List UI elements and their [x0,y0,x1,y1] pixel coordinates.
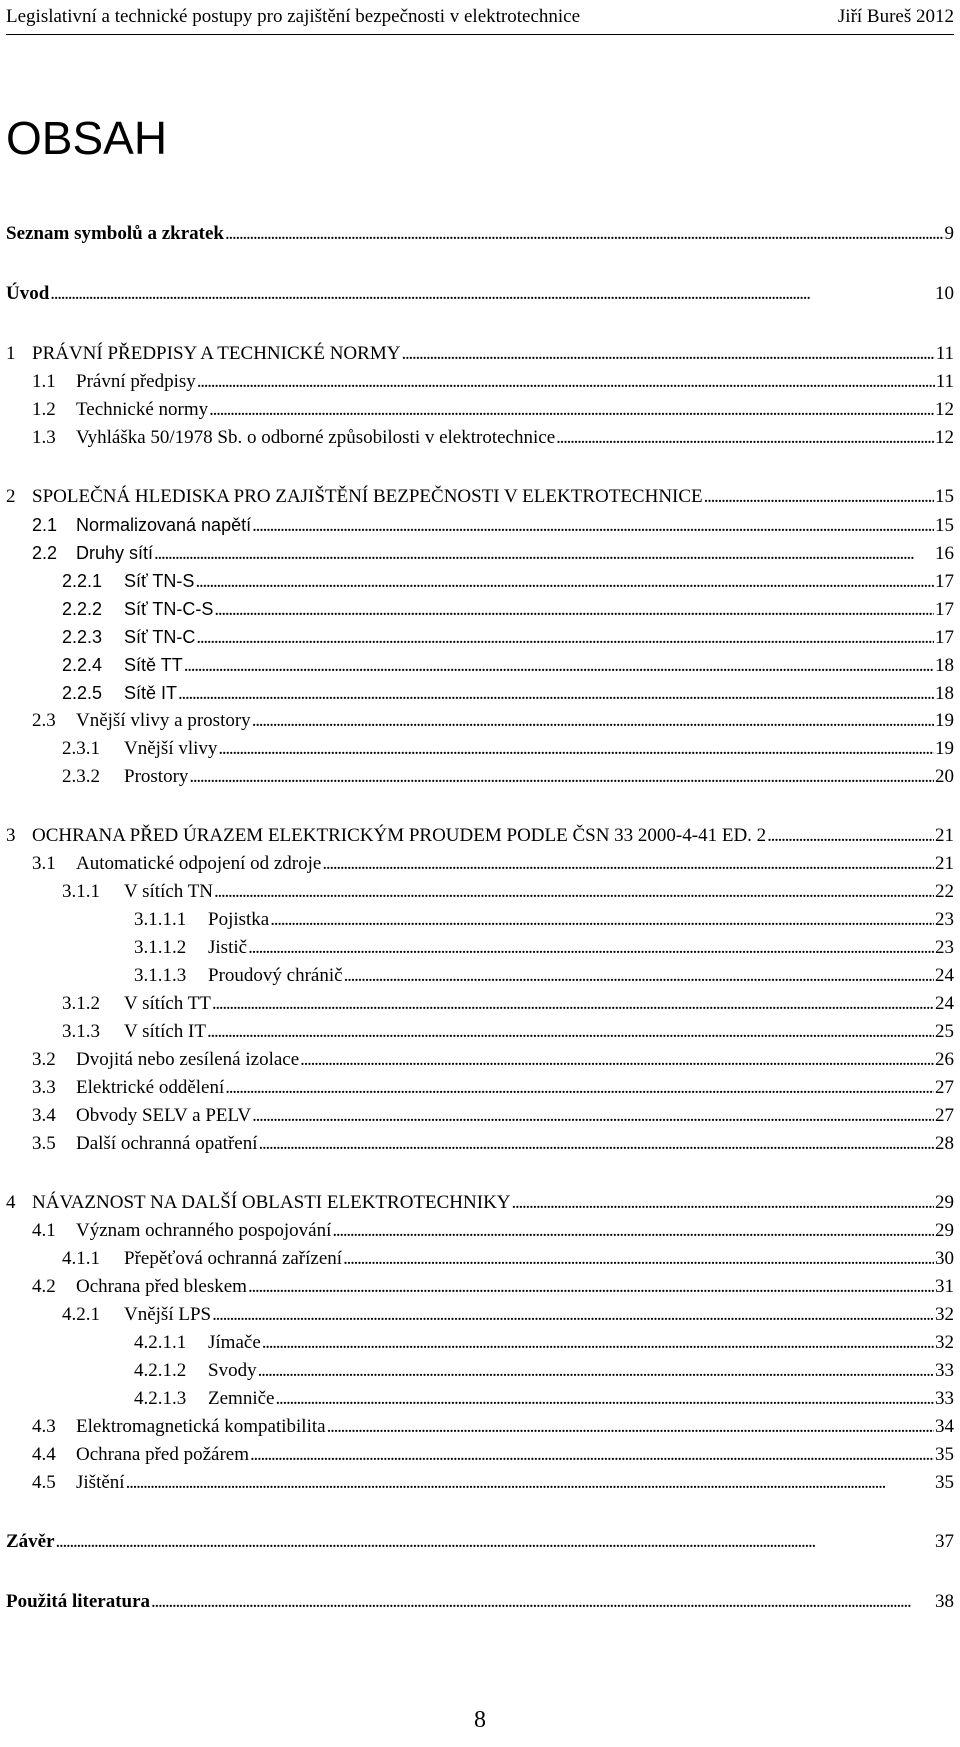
toc-entry-text: Vnější vlivy [124,738,218,759]
toc-entry-page: 22 [935,881,954,902]
toc-leader [209,398,934,422]
toc-leader [767,824,934,848]
toc-leader [197,370,935,394]
toc-entry-section[interactable] [6,426,954,450]
toc-entry-text: Elektromagnetická kompatibilita [76,1416,326,1437]
toc-leader [327,1415,934,1439]
toc-entry-subsubsection[interactable] [6,1359,954,1383]
toc-entry-text: V sítích TT [124,993,211,1014]
toc-entry-number: 2.2.3 [62,627,103,647]
toc-entry-text: Svody [208,1360,257,1381]
toc-entry-number: 1.2 [32,399,56,420]
toc-entry-text: NÁVAZNOST NA DALŠÍ OBLASTI ELEKTROTECHNIKY [32,1192,511,1213]
toc-entry-text: V sítích TN [124,881,214,902]
header-author-year: Jiří Bureš 2012 [837,6,954,27]
toc-leader [258,1132,934,1156]
toc-entry-section[interactable] [6,1443,954,1467]
toc-entry-number: 3.5 [32,1133,56,1154]
toc-leader [212,992,934,1016]
toc-entry-text: Sítě TT [124,655,183,675]
toc-entry-page: 23 [935,937,954,958]
toc-entry-page: 34 [935,1416,954,1437]
toc-entry-subsection[interactable] [6,569,954,593]
toc-entry-number: 2.2 [32,543,58,563]
toc-entry-text: Síť TN-C-S [124,599,214,619]
toc-leader [50,282,934,306]
toc-entry-number: 2.2.2 [62,599,103,619]
toc-entry-number: 2.2.5 [62,683,103,703]
toc-entry-chapter-4[interactable] [6,1191,954,1215]
toc-entry-number: 4.3 [32,1416,56,1437]
toc-entry-text: Ochrana před požárem [76,1444,250,1465]
toc-leader [343,1247,934,1271]
toc-entry-text: Síť TN-S [124,571,195,591]
toc-entry-text: Jištění [76,1472,125,1493]
toc-entry-number: 4.4 [32,1444,56,1465]
toc-entry-subsection[interactable] [6,681,954,705]
toc-leader [252,709,934,733]
toc-entry-text: Druhy sítí [76,543,154,563]
toc-entry-section[interactable] [6,709,954,733]
toc-leader [704,485,934,509]
toc-entry-page: 33 [935,1388,954,1409]
toc-entry-chapter-2[interactable] [6,485,954,509]
toc-leader [207,1020,934,1044]
toc-entry-page: 29 [935,1192,954,1213]
toc-leader [556,426,934,450]
toc-entry-chapter-1[interactable] [6,342,954,366]
toc-entry-number: 3.3 [32,1077,56,1098]
toc-entry-page: 33 [935,1360,954,1381]
toc-entry-text: Vyhláška 50/1978 Sb. o odborné způsobilosti v elektrotechnice [76,427,556,448]
page-number: 8 [474,1707,486,1733]
toc-entry-subsection[interactable] [6,737,954,761]
toc-entry-number: 3.1 [32,853,56,874]
toc-entry-text: Seznam symbolů a zkratek [6,223,224,244]
toc-entry-page: 19 [935,710,954,731]
toc-entry-number: 2.1 [32,515,58,535]
toc-entry-number: 1.1 [32,371,56,392]
toc-leader [151,1590,934,1614]
toc-entry-text: Technické normy [76,399,209,420]
toc-entry-page: 19 [935,738,954,759]
toc-entry-page: 24 [935,993,954,1014]
toc-entry-page: 12 [935,427,954,448]
toc-leader [214,598,934,622]
toc-entry-page: 11 [935,343,954,364]
page-title: OBSAH [6,112,168,164]
toc-entry-page: 17 [935,627,954,648]
toc-entry-subsection[interactable] [6,880,954,904]
toc-entry-text: Jímače [208,1332,261,1353]
toc-leader [262,1331,934,1355]
toc-entry-text: Ochrana před bleskem [76,1276,247,1297]
toc-entry-conclusion[interactable] [6,1530,954,1554]
toc-leader [154,542,934,566]
toc-entry-symbols[interactable] [6,222,954,246]
toc-entry-subsection[interactable] [6,625,954,649]
toc-entry-text: Přepěťová ochranná zařízení [124,1248,343,1269]
toc-leader [126,1471,934,1495]
toc-entry-page: 28 [935,1133,954,1154]
toc-entry-number: 2.2.1 [62,571,103,591]
toc-leader [300,1048,934,1072]
toc-entry-text: Obvody SELV a PELV [76,1105,252,1126]
toc-entry-page: 23 [935,909,954,930]
toc-entry-section[interactable] [6,398,954,422]
toc-leader [258,1359,934,1383]
toc-entry-page: 38 [935,1591,954,1612]
toc-entry-text: Význam ochranného pospojování [76,1220,332,1241]
toc-entry-text: Sítě IT [124,683,178,703]
toc-entry-subsection[interactable] [6,1020,954,1044]
toc-entry-text: Elektrické oddělení [76,1077,225,1098]
toc-entry-section[interactable] [6,1219,954,1243]
toc-entry-number: 3.4 [32,1105,56,1126]
toc-entry-text: Zemniče [208,1388,275,1409]
toc-entry-section[interactable] [6,1104,954,1128]
toc-leader [56,1530,934,1554]
toc-entry-number: 4.2.1.1 [134,1332,187,1353]
toc-entry-number: 3.1.2 [62,993,100,1014]
toc-entry-section[interactable] [6,1415,954,1439]
toc-entry-page: 20 [935,766,954,787]
toc-entry-page: 32 [935,1332,954,1353]
toc-entry-text: SPOLEČNÁ HLEDISKA PRO ZAJIŠTĚNÍ BEZPEČNOSTI V ELEKTROTECHNICE [32,486,703,507]
toc-entry-section[interactable] [6,513,954,537]
toc-entry-subsection[interactable] [6,992,954,1016]
toc-entry-subsubsection[interactable] [6,908,954,932]
toc-leader [218,737,934,761]
toc-entry-section[interactable] [6,1471,954,1495]
toc-leader [401,342,934,366]
toc-entry-subsubsection[interactable] [6,1387,954,1411]
toc-leader [178,682,934,706]
toc-leader [250,1443,934,1467]
toc-entry-page: 10 [935,283,954,304]
toc-entry-number: 3.2 [32,1049,56,1070]
toc-leader [225,1076,934,1100]
toc-entry-number: 4.2.1 [62,1304,100,1325]
toc-entry-text: Závěr [6,1531,55,1552]
toc-entry-subsubsection[interactable] [6,964,954,988]
toc-entry-text: OCHRANA PŘED ÚRAZEM ELEKTRICKÝM PROUDEM PODLE ČSN 33 2000-4-41 ED. 2 [32,825,767,846]
toc-entry-number: 4.2 [32,1276,56,1297]
toc-entry-number: 1.3 [32,427,56,448]
toc-leader [332,1219,934,1243]
toc-entry-text: Vnější vlivy a prostory [76,710,251,731]
toc-leader [225,222,944,246]
header-title: Legislativní a technické postupy pro zajištění bezpečnosti v elektrotechnice [6,6,581,27]
toc-entry-text: Použitá literatura [6,1591,151,1612]
toc-leader [248,936,934,960]
toc-entry-page: 17 [935,571,954,592]
toc-leader [189,765,934,789]
toc-leader [195,570,934,594]
toc-entry-page: 37 [935,1531,954,1552]
toc-entry-text: Proudový chránič [208,965,343,986]
toc-entry-page: 21 [935,853,954,874]
toc-entry-page: 32 [935,1304,954,1325]
toc-entry-text: Pojistka [208,909,270,930]
toc-leader [214,880,934,904]
toc-entry-section[interactable] [6,852,954,876]
toc-entry-section[interactable] [6,541,954,565]
toc-entry-page: 21 [935,825,954,846]
toc-entry-page: 11 [935,371,954,392]
toc-entry-page: 35 [935,1472,954,1493]
toc-entry-chapter-3[interactable] [6,824,954,848]
toc-entry-number: 3.1.1.1 [134,909,187,930]
toc-leader [196,626,934,650]
toc-entry-page: 35 [935,1444,954,1465]
toc-entry-text: Automatické odpojení od zdroje [76,853,322,874]
toc-entry-page: 30 [935,1248,954,1269]
toc-entry-section[interactable] [6,1048,954,1072]
toc-leader [512,1191,934,1215]
toc-entry-text: Úvod [6,283,50,304]
toc-entry-page: 25 [935,1021,954,1042]
toc-entry-intro[interactable] [6,282,954,306]
toc-entry-number: 2.3 [32,710,56,731]
toc-entry-number: 3.1.1 [62,881,100,902]
toc-entry-page: 27 [935,1105,954,1126]
toc-leader [252,1104,934,1128]
toc-entry-text: Prostory [124,766,189,787]
toc-entry-number: 3.1.3 [62,1021,100,1042]
toc-entry-subsection[interactable] [6,1247,954,1271]
toc-entry-section[interactable] [6,1132,954,1156]
toc-entry-page: 16 [935,543,954,564]
toc-leader [248,1275,934,1299]
toc-entry-page: 27 [935,1077,954,1098]
toc-entry-page: 15 [935,515,954,536]
toc-entry-page: 12 [935,399,954,420]
toc-entry-subsubsection[interactable] [6,1331,954,1355]
toc-entry-text: PRÁVNÍ PŘEDPISY A TECHNICKÉ NORMY [32,343,401,364]
toc-leader [322,852,934,876]
toc-entry-subsection[interactable] [6,597,954,621]
toc-entry-number: 3 [6,825,16,846]
toc-entry-number: 4.1 [32,1220,56,1241]
toc-entry-section[interactable] [6,370,954,394]
toc-entry-text: Dvojitá nebo zesílená izolace [76,1049,300,1070]
toc-entry-text: Jistič [208,937,248,958]
toc-leader [275,1387,934,1411]
toc-entry-number: 2 [6,486,16,507]
toc-entry-page: 18 [935,655,954,676]
toc-entry-number: 2.3.1 [62,738,100,759]
toc-entry-page: 17 [935,599,954,620]
toc-entry-number: 4.2.1.2 [134,1360,187,1381]
toc-entry-number: 4 [6,1192,16,1213]
toc-entry-number: 3.1.1.3 [134,965,187,986]
toc-entry-page: 24 [935,965,954,986]
toc-entry-subsection[interactable] [6,653,954,677]
toc-entry-number: 2.3.2 [62,766,100,787]
toc-leader [252,514,934,538]
toc-entry-page: 9 [944,223,954,244]
toc-entry-references[interactable] [6,1590,954,1614]
toc-entry-text: V sítích IT [124,1021,206,1042]
toc-entry-section[interactable] [6,1275,954,1299]
toc-entry-subsection[interactable] [6,1303,954,1327]
toc-entry-number: 2.2.4 [62,655,103,675]
toc-entry-section[interactable] [6,1076,954,1100]
toc-leader [270,908,934,932]
toc-entry-subsection[interactable] [6,765,954,789]
toc-entry-page: 18 [935,683,954,704]
toc-entry-text: Normalizovaná napětí [76,515,252,535]
toc-entry-number: 3.1.1.2 [134,937,187,958]
toc-leader [344,964,934,988]
toc-entry-page: 31 [935,1276,954,1297]
toc-entry-page: 26 [935,1049,954,1070]
toc-entry-number: 1 [6,343,16,364]
toc-entry-text: Síť TN-C [124,627,196,647]
toc-leader [212,1303,934,1327]
toc-entry-text: Právní předpisy [76,371,196,392]
toc-leader [184,654,934,678]
toc-entry-text: Vnější LPS [124,1304,212,1325]
toc-entry-text: Další ochranná opatření [76,1133,258,1154]
toc-entry-number: 4.5 [32,1472,56,1493]
toc-entry-page: 15 [935,486,954,507]
toc-entry-page: 29 [935,1220,954,1241]
toc-entry-number: 4.2.1.3 [134,1388,187,1409]
toc-entry-subsubsection[interactable] [6,936,954,960]
toc-entry-number: 4.1.1 [62,1248,100,1269]
